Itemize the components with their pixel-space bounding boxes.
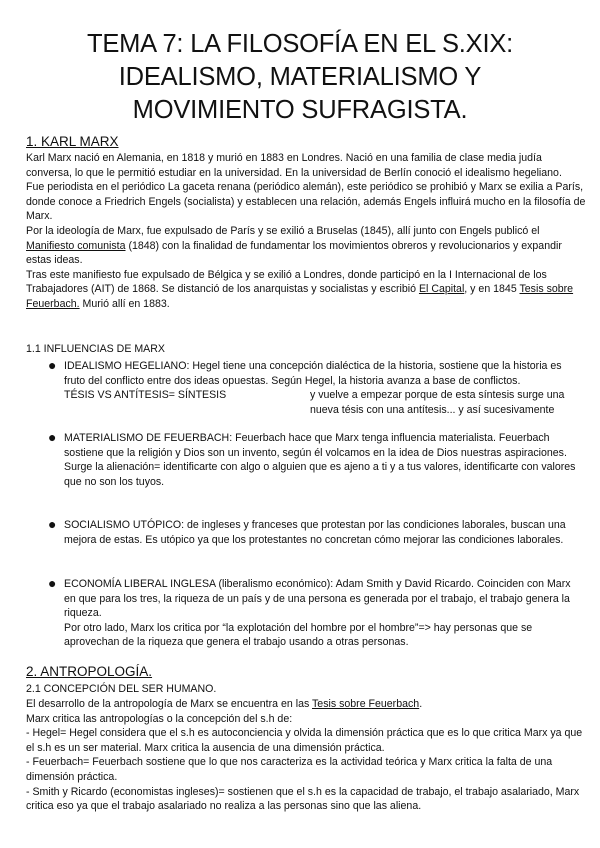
tesis-feuerbach-link: Tesis sobre Feuerbach. xyxy=(26,283,574,310)
el-capital-link: El Capital xyxy=(418,283,465,296)
section-heading-antropologia: 2. ANTROPOLOGÍA. xyxy=(26,664,153,679)
bullet-dot: ● xyxy=(48,575,57,591)
bullet-dot: ● xyxy=(48,357,57,373)
section-heading-karl-marx: 1. KARL MARX xyxy=(26,134,119,149)
list-item-socialismo: SOCIALISMO UTÓPICO: de ingleses y franceses que protestan por las condiciones laborales, buscan una mejora de estas. Es utópico ya que los protestantes no concretan cómo mejorar las condiciones laborales. xyxy=(64,519,566,546)
paragraph: Karl Marx nació en Alemania, en 1818 y murió en 1883 en Londres. Nació en una familia de clase media judía conversa, lo que le permitió estudiar en la universidad. En la universidad de Berlín conoció el idealismo hegeliano. xyxy=(26,152,562,179)
paragraph: - Hegel= Hegel considera que el s.h es autoconciencia y olvida la dimensión práctica que es lo que critica Marx ya que el s.h es un ser material. Marx critica la ausencia de una dimensión práctica. xyxy=(26,727,583,754)
manifiesto-comunista-link: Manifiesto comunista xyxy=(26,239,126,252)
tesis-formula: TÉSIS VS ANTÍTESIS= SÍNTESIS xyxy=(64,389,227,402)
paragraph: - Smith y Ricardo (economistas ingleses)= sostienen que el s.h es la capacidad de trabajo, el trabajo asalariado, Marx critica eso ya que el trabajo asalariado no realiza a las personas sino que las aliena. xyxy=(26,785,580,813)
paragraph: Por la ideología de Marx, fue expulsado de París y se exilió a Bruselas (1845), allí junto con Engels publicó el Manifiesto comunista (1848) con la finalidad de fundamentar los movimientos obreros y revolucionarios y expandir estas ideas. xyxy=(26,224,562,267)
tesis-explanation: y vuelve a empezar porque de esta síntesis surge una nueva tésis con una antítesis... y así sucesivamente xyxy=(310,389,565,416)
paragraph: - Feuerbach= Feuerbach sostiene que lo que nos caracteriza es la actividad teórica y Marx critica la falta de una dimensión práctica. xyxy=(26,756,553,783)
paragraph: El desarrollo de la antropología de Marx se encuentra en las Tesis sobre Feuerbach. xyxy=(26,698,423,710)
antropologia-body xyxy=(26,697,586,814)
tesis-feuerbach-link-2: Tesis sobre Feuerbach xyxy=(312,698,420,710)
title-line-2: IDEALISMO, MATERIALISMO Y xyxy=(118,63,482,91)
subheading-concepcion: 2.1 CONCEPCIÓN DEL SER HUMANO. xyxy=(26,683,217,695)
list-item-idealismo: IDEALISMO HEGELIANO: Hegel tiene una concepción dialéctica de la historia, sostiene que la historia es fruto del conflicto entre dos ideas opuestas. Según Hegel, la historia avanza a base de conflictos. TÉSIS VS ANTÍTESIS= SÍNTESIS y vuelve a empezar porque de esta síntesis surge una nueva tésis con una antítesis... y así sucesivamente xyxy=(64,359,584,417)
karl-marx-body xyxy=(26,151,586,312)
paragraph: Tras este manifiesto fue expulsado de Bélgica y se exilió a Londres, donde participó en la I Internacional de los Trabajadores (AIT) de 1868. Se distanció de los anarquistas y socialistas y escribió El Capital, y en 1845 Tesis sobre Feuerbach. Murió allí en 1883. xyxy=(26,268,574,310)
list-item-materialismo: MATERIALISMO DE FEUERBACH: Feuerbach hace que Marx tenga influencia materialista. Feuerbach sostiene que la religión y Dios son un invento, según él volcamos en la idea de Dios nuestras aspiraciones. Surge la alienación= identificarte con algo o alguien que es ajeno a ti y a tus valores, identificarte con valores que no son los tuyos. xyxy=(64,432,576,488)
subheading-influencias: 1.1 INFLUENCIAS DE MARX xyxy=(26,343,165,355)
paragraph: Marx critica las antropologías o la concepción del s.h de: xyxy=(26,712,293,725)
list-item-economia: ECONOMÍA LIBERAL INGLESA (liberalismo económico): Adam Smith y David Ricardo. Coinciden con Marx en que para los tres, la riqueza de un país y de una persona es generada por el trabajo, el trabajo genera la riqueza. Por otro lado, Marx los critica por “la explotación del hombre por el hombre”=> hay personas que se aprovechan de la riqueza que genera el trabajo usando a otras personas. xyxy=(64,578,571,649)
page-title xyxy=(20,28,580,127)
paragraph: Fue periodista en el periódico La gaceta renana (periódico alemán), este periódico se prohibió y Marx se exilia a París, donde conoce a Friedrich Engels (socialista) y establecen una relación, además Engels influirá mucho en la filosofía de Marx. xyxy=(26,181,586,223)
title-line-1: TEMA 7: LA FILOSOFÍA EN EL S.XIX: xyxy=(86,30,514,58)
bullet-dot: ● xyxy=(48,429,57,445)
bullet-dot: ● xyxy=(48,516,57,532)
title-line-3: MOVIMIENTO SUFRAGISTA. xyxy=(132,96,468,124)
